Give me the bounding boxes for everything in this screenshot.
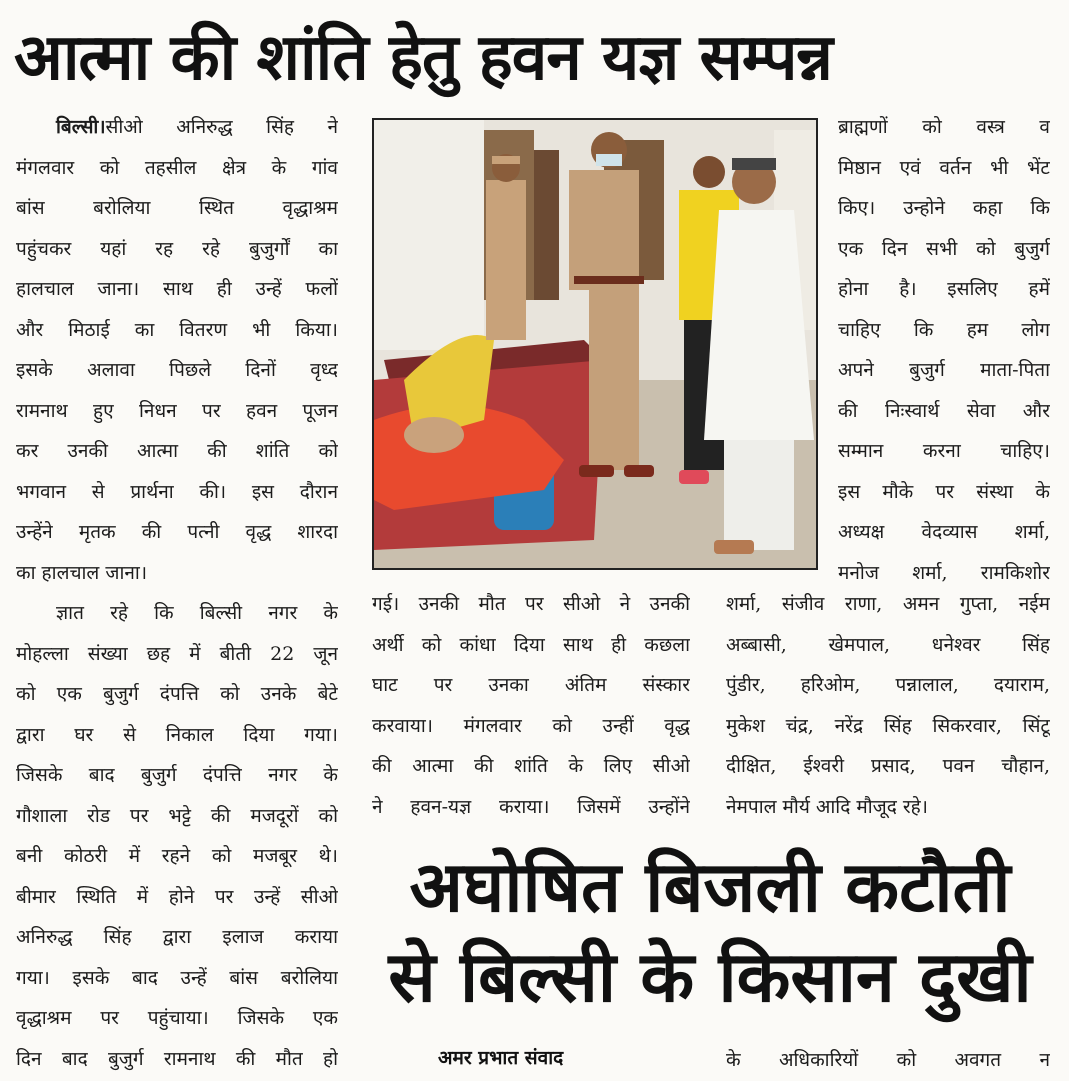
second-headline xyxy=(360,842,1060,1022)
text-line: ने हवन-यज्ञ कराया। जिसमें उन्होंने xyxy=(372,795,690,818)
text-line: का हालचाल जाना। xyxy=(16,561,148,584)
text-line: गई। उनकी मौत पर सीओ ने उनकी xyxy=(372,593,690,615)
text-line: चाहिए कि हम लोग xyxy=(838,318,1050,341)
text-line: एक दिन सभी को बुजुर्ग xyxy=(838,237,1050,260)
first-line xyxy=(16,107,338,148)
text-line: हालचाल जाना। साथ ही उन्हें फलों xyxy=(16,278,338,300)
text-line: उन्हेंने मृतक की पत्नी वृद्ध शारदा xyxy=(16,521,338,543)
text-line: किए। उन्होने कहा कि xyxy=(838,197,1050,219)
text-line: अपने बुजुर्ग माता-पिता xyxy=(838,359,1050,381)
text-line: रामनाथ हुए निधन पर हवन पूजन xyxy=(16,399,338,422)
text-line: कर उनकी आत्मा की शांति को xyxy=(16,440,338,462)
text-line: होना है। इसलिए हमें xyxy=(838,278,1050,300)
text-line: अध्यक्ष वेदव्यास शर्मा, xyxy=(838,521,1050,543)
article-column-right xyxy=(838,107,1050,593)
text-line: बांस बरोलिया स्थित वृद्धाश्रम xyxy=(16,197,338,219)
article-column-middle xyxy=(372,584,690,827)
text-line: सम्मान करना चाहिए। xyxy=(838,440,1050,462)
text-line: जिसके बाद बुजुर्ग दंपत्ति नगर के xyxy=(16,764,338,786)
text-line: मनोज शर्मा, रामकिशोर xyxy=(838,561,1050,584)
text-line: की निःस्वार्थ सेवा और xyxy=(838,399,1050,422)
text-line: बीमार स्थिति में होने पर उन्हें सीओ xyxy=(16,885,338,908)
text-line: ज्ञात रहे कि बिल्सी नगर के xyxy=(56,602,338,624)
main-headline: आत्मा की शांति हेतु हवन यज्ञ सम्पन्न xyxy=(14,21,833,95)
dateline: बिल्सी। xyxy=(56,116,106,138)
text-line: अब्बासी, खेमपाल, धनेश्वर सिंह xyxy=(726,633,1050,656)
text-line: और मिठाई का वितरण भी किया। xyxy=(16,318,338,341)
text-line: दीक्षित, ईश्वरी प्रसाद, पवन चौहान, xyxy=(726,755,1050,777)
text-line: मोहल्ला संख्या छह में बीती 22 जून xyxy=(16,642,338,665)
text-line: द्वारा घर से निकाल दिया गया। xyxy=(16,723,338,746)
text-line: मिष्ठान एवं वर्तन भी भेंट xyxy=(838,156,1050,179)
text-line: वृद्धाश्रम पर पहुंचाया। जिसके एक xyxy=(16,1007,338,1029)
text-line: अनिरुद्ध सिंह द्वारा इलाज कराया xyxy=(16,926,338,948)
news-photo xyxy=(372,118,818,570)
text-line: गौशाला रोड पर भट्टे की मजदूरों को xyxy=(16,804,338,827)
text-line: भगवान से प्रार्थना की। इस दौरान xyxy=(16,480,338,503)
text-line: पहुंचकर यहां रह रहे बुजुर्गों का xyxy=(16,237,338,260)
text-line: मंगलवार को तहसील क्षेत्र के गांव xyxy=(16,156,338,179)
photo-illustration xyxy=(374,120,818,570)
text-line: दिन बाद बुजुर्ग रामनाथ की मौत हो xyxy=(16,1047,338,1070)
text-line: मुकेश चंद्र, नरेंद्र सिंह सिकरवार, सिंटू xyxy=(726,714,1050,737)
text-line: नेमपाल मौर्य आदि मौजूद रहे। xyxy=(726,795,928,818)
text-line: गया। इसके बाद उन्हें बांस बरोलिया xyxy=(16,966,338,989)
text-line: करवाया। मंगलवार को उन्हीं वृद्ध xyxy=(372,714,690,737)
second-headline-line1: अघोषित बिजली कटौती xyxy=(409,846,1011,928)
second-article-first-line: के अधिकारियों को अवगत न xyxy=(726,1049,1050,1071)
text-line: बनी कोठरी में रहने को मजबूर थे। xyxy=(16,845,338,867)
text-line: शर्मा, संजीव राणा, अमन गुप्ता, नईम xyxy=(726,593,1050,615)
article-column-left xyxy=(16,107,338,1079)
article-column-right-wide xyxy=(726,584,1050,827)
text-line: घाट पर उनका अंतिम संस्कार xyxy=(372,674,690,696)
text-line: की आत्मा की शांति के लिए सीओ xyxy=(372,755,690,777)
text-line: पुंडीर, हरिओम, पन्नालाल, दयाराम, xyxy=(726,674,1050,696)
byline: अमर प्रभात संवाद xyxy=(438,1047,564,1069)
text-line: को एक बुजुर्ग दंपत्ति को उनके बेटे xyxy=(16,683,338,705)
first-line-rest: सीओ अनिरुद्ध सिंह ने xyxy=(105,116,338,138)
second-headline-line2: से बिल्सी के किसान दुखी xyxy=(388,936,1032,1018)
text-line: इस मौके पर संस्था के xyxy=(838,480,1050,503)
text-line: ब्राह्मणों को वस्त्र व xyxy=(838,116,1050,138)
text-line: अर्थी को कांधा दिया साथ ही कछला xyxy=(372,633,690,656)
text-line: इसके अलावा पिछले दिनों वृध्द xyxy=(16,359,338,381)
